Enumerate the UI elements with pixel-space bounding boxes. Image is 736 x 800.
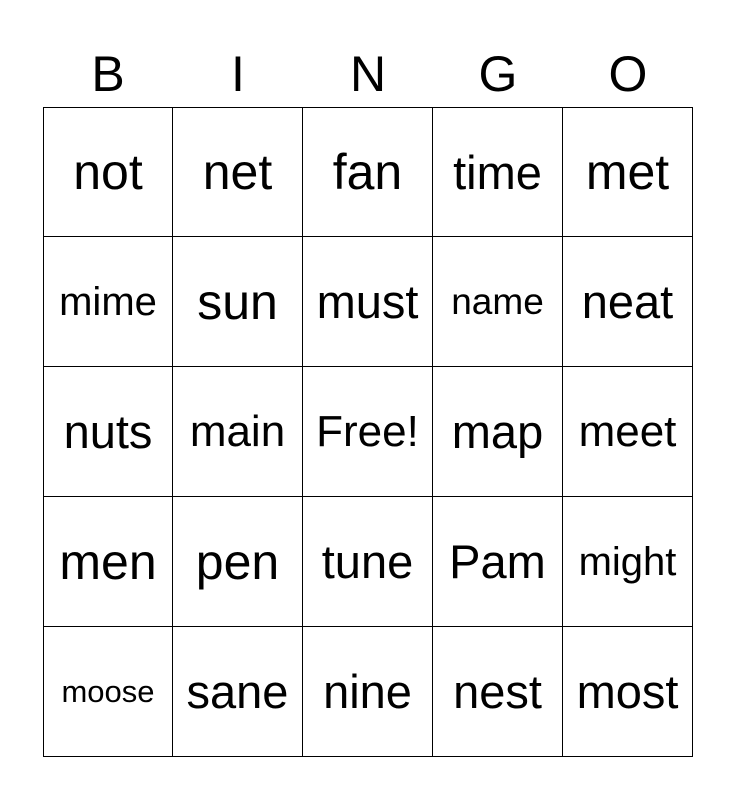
- bingo-cell[interactable]: [563, 367, 693, 497]
- bingo-cell[interactable]: [433, 367, 563, 497]
- bingo-cell[interactable]: [303, 627, 433, 757]
- bingo-cell[interactable]: [303, 497, 433, 627]
- cell-word: nine: [323, 665, 412, 718]
- cell-word: nest: [453, 665, 542, 718]
- header-letter-o: O: [608, 46, 648, 102]
- bingo-cell[interactable]: [173, 107, 303, 237]
- cell-word: name: [451, 281, 544, 322]
- cell-word: must: [316, 275, 419, 328]
- bingo-board: [43, 107, 693, 757]
- bingo-cell[interactable]: [43, 237, 173, 367]
- free-space-label: Free!: [316, 406, 419, 456]
- header-letter-g: G: [478, 46, 518, 102]
- bingo-cell[interactable]: [433, 497, 563, 627]
- bingo-cell[interactable]: [173, 627, 303, 757]
- cell-word: not: [73, 144, 143, 200]
- cell-word: moose: [61, 674, 155, 709]
- cell-word: met: [585, 144, 670, 200]
- cell-word: Pam: [449, 535, 546, 588]
- cell-word: map: [451, 405, 544, 458]
- cell-word: pen: [195, 533, 280, 590]
- bingo-cell[interactable]: [563, 107, 693, 237]
- cell-word: time: [453, 145, 542, 199]
- cell-word: sane: [186, 665, 289, 718]
- cell-word: most: [576, 665, 679, 718]
- header-letter-n: N: [349, 46, 387, 102]
- cell-word: fan: [332, 144, 403, 200]
- cell-word: neat: [581, 275, 674, 328]
- bingo-cell[interactable]: [303, 107, 433, 237]
- bingo-cell[interactable]: [173, 367, 303, 497]
- bingo-cell[interactable]: [433, 627, 563, 757]
- header-letter-i: I: [231, 46, 245, 102]
- bingo-cell[interactable]: [173, 237, 303, 367]
- cell-word: nuts: [63, 405, 153, 458]
- cell-word: main: [189, 406, 286, 456]
- bingo-cell[interactable]: [563, 497, 693, 627]
- cell-word: meet: [578, 406, 677, 456]
- bingo-cell[interactable]: [303, 237, 433, 367]
- bingo-cell[interactable]: [433, 107, 563, 237]
- bingo-cell[interactable]: [43, 627, 173, 757]
- cell-word: tune: [321, 535, 414, 588]
- cell-word: sun: [197, 273, 278, 330]
- bingo-cell[interactable]: [563, 627, 693, 757]
- cell-word: net: [202, 144, 273, 200]
- bingo-cell[interactable]: [43, 107, 173, 237]
- cell-word: might: [578, 539, 677, 584]
- bingo-cell[interactable]: [43, 367, 173, 497]
- header-letter-b: B: [91, 46, 125, 102]
- free-space-cell[interactable]: [303, 367, 433, 497]
- bingo-cell[interactable]: [173, 497, 303, 627]
- cell-word: men: [59, 533, 157, 590]
- bingo-header: [43, 40, 693, 108]
- bingo-cell[interactable]: [433, 237, 563, 367]
- cell-word: mime: [59, 279, 157, 324]
- bingo-cell[interactable]: [563, 237, 693, 367]
- bingo-cell[interactable]: [43, 497, 173, 627]
